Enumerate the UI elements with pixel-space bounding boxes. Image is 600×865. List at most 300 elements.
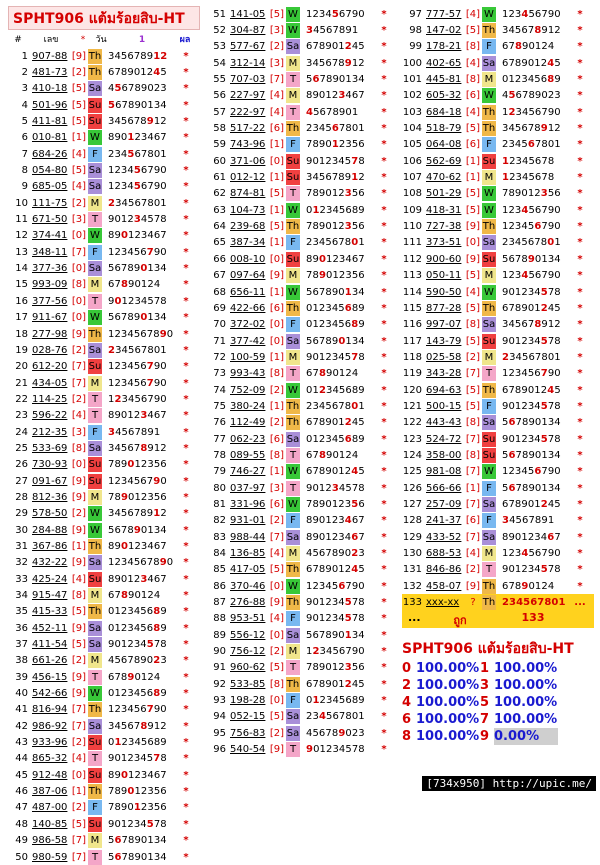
row-code[interactable]: 562-69: [426, 155, 462, 167]
digits-post: 6789023: [121, 83, 167, 95]
digits-red: 5: [331, 8, 339, 20]
row-number: 97: [409, 8, 422, 20]
table-row: [402, 431, 594, 447]
row-code[interactable]: 377-42: [230, 335, 266, 347]
row-number: 23: [15, 410, 28, 422]
row-digits: [300, 662, 376, 673]
row-code[interactable]: 487-00: [32, 802, 68, 814]
row-result: *: [381, 515, 387, 527]
row-code[interactable]: 370-46: [230, 580, 266, 592]
row-code[interactable]: 104-73: [230, 204, 266, 216]
row-code[interactable]: 304-87: [230, 25, 266, 37]
row-code[interactable]: 688-53: [426, 548, 462, 560]
digits-pre: 5: [502, 417, 509, 429]
row-digits: [102, 786, 178, 797]
row-code[interactable]: 743-96: [230, 139, 266, 151]
row-code[interactable]: 198-28: [230, 695, 266, 707]
row-day: W: [482, 186, 496, 201]
row-digits: [102, 198, 178, 209]
row-code[interactable]: 458-07: [426, 580, 462, 592]
row-digits: [102, 214, 178, 225]
row-code[interactable]: 367-86: [32, 540, 68, 552]
digits-post: 45: [547, 302, 561, 314]
row-digits: [102, 132, 178, 143]
digits-red: 1: [133, 802, 141, 814]
row-number: 121: [402, 400, 422, 412]
row-code[interactable]: 605-32: [426, 90, 462, 102]
digits-pre: 678: [502, 580, 522, 592]
digits-pre: 89012: [108, 410, 141, 422]
row-day: W: [286, 7, 300, 22]
row-code[interactable]: 097-64: [230, 270, 266, 282]
row-bracket: [2]: [71, 737, 87, 749]
row-code[interactable]: 239-68: [230, 221, 266, 233]
row-number: 47: [15, 802, 28, 814]
digits-pre: 901234: [306, 613, 345, 625]
row-code[interactable]: 411-81: [32, 116, 68, 128]
row-code[interactable]: 501-96: [32, 99, 68, 111]
row-code[interactable]: 981-08: [426, 466, 462, 478]
row-code[interactable]: 147-02: [426, 25, 462, 37]
digits-pre: 123456: [108, 246, 147, 258]
row-code[interactable]: 050-11: [426, 270, 462, 282]
digits-red: 1: [153, 508, 161, 520]
row-code[interactable]: 501-29: [426, 188, 462, 200]
row-digits: [300, 483, 376, 494]
row-code[interactable]: 410-18: [32, 83, 68, 95]
digits-red: 1: [312, 204, 320, 216]
row-code[interactable]: 846-86: [426, 564, 462, 576]
row-code[interactable]: 037-97: [230, 482, 266, 494]
row-digits: [300, 597, 376, 608]
digits-red: 4: [153, 67, 161, 79]
row-bracket: [1]: [71, 786, 87, 798]
digits-post: 78: [547, 564, 561, 576]
row-code[interactable]: 590-50: [426, 286, 462, 298]
digits-pre: 789: [108, 459, 128, 471]
digits-post: 78: [351, 613, 365, 625]
row-code[interactable]: 358-00: [426, 449, 462, 461]
row-code[interactable]: 222-97: [230, 106, 266, 118]
row-result: *: [381, 613, 387, 625]
row-result: *: [577, 25, 583, 37]
row-code[interactable]: 756-83: [230, 727, 266, 739]
row-number: 69: [213, 302, 226, 314]
table-row: [402, 39, 594, 55]
row-result: *: [577, 368, 583, 380]
row-code[interactable]: 533-69: [32, 442, 68, 454]
table-row: [8, 408, 200, 424]
row-number: 126: [402, 482, 422, 494]
row-digits: [102, 835, 178, 846]
row-code[interactable]: 542-66: [32, 688, 68, 700]
row-code[interactable]: 374-41: [32, 230, 68, 242]
row-code[interactable]: 816-94: [32, 704, 68, 716]
row-code[interactable]: 746-27: [230, 466, 266, 478]
table-row: [8, 424, 200, 440]
row-code[interactable]: 257-09: [426, 498, 462, 510]
digits-red: 9: [159, 328, 167, 340]
row-code[interactable]: 140-85: [32, 818, 68, 830]
table-row: [206, 169, 398, 185]
digits-red: 9: [338, 727, 346, 739]
row-code[interactable]: 752-09: [230, 384, 266, 396]
row-code[interactable]: 993-43: [230, 368, 266, 380]
row-digits: [102, 541, 178, 552]
digits-red: 2: [344, 41, 352, 53]
row-number: 29: [15, 508, 28, 520]
rows-col-2: [206, 6, 398, 758]
table-row: [402, 22, 594, 38]
row-code[interactable]: 915-47: [32, 590, 68, 602]
digits-post: 0134: [140, 524, 167, 536]
table-row: [402, 594, 594, 610]
digits-red: 0: [114, 295, 122, 307]
row-code[interactable]: 684-26: [32, 148, 68, 160]
row-day: W: [286, 579, 300, 594]
row-number: 55: [213, 74, 226, 86]
digits-red: 0: [120, 769, 128, 781]
row-code[interactable]: 777-57: [426, 8, 462, 20]
row-code[interactable]: 012-12: [230, 172, 266, 184]
row-number: 65: [213, 237, 226, 249]
digits-pre: 4: [502, 90, 509, 102]
digits-post: 78: [351, 597, 365, 609]
row-code[interactable]: 577-67: [230, 41, 266, 53]
row-code[interactable]: 694-63: [426, 384, 462, 396]
row-code[interactable]: 343-28: [426, 368, 462, 380]
table-row: [8, 506, 200, 522]
row-code[interactable]: 986-58: [32, 835, 68, 847]
digits-post: 1: [358, 237, 365, 249]
row-code[interactable]: 432-22: [32, 557, 68, 569]
digits-red: 9: [527, 253, 535, 265]
row-code[interactable]: 756-12: [230, 646, 266, 658]
row-code[interactable]: 470-62: [426, 172, 462, 184]
row-code[interactable]: 284-88: [32, 524, 68, 536]
row-result: *: [577, 335, 583, 347]
row-number: 77: [213, 433, 226, 445]
digits-red: 3: [344, 188, 352, 200]
digits-pre: 0123456: [502, 74, 548, 86]
row-code[interactable]: 997-07: [426, 319, 462, 331]
row-digits: [496, 90, 572, 101]
row-code[interactable]: 331-96: [230, 498, 266, 510]
row-number: 35: [15, 606, 28, 618]
digits-post: 1234578: [121, 295, 167, 307]
row-code[interactable]: 578-50: [32, 508, 68, 520]
row-code[interactable]: 111-75: [32, 197, 68, 209]
row-code[interactable]: 434-05: [32, 377, 68, 389]
row-code[interactable]: 415-33: [32, 606, 68, 618]
row-bracket: [7]: [465, 498, 481, 510]
row-code[interactable]: 348-11: [32, 246, 68, 258]
row-bracket: [8]: [465, 319, 481, 331]
digits-red: 3: [344, 221, 352, 233]
row-result: *: [183, 295, 189, 307]
digits-red: 0: [120, 540, 128, 552]
row-number: 124: [402, 449, 422, 461]
stat-percent: 100.00%: [494, 711, 558, 727]
row-number: 51: [213, 8, 226, 20]
row-code[interactable]: 178-21: [426, 41, 462, 53]
row-code[interactable]: 377-36: [32, 263, 68, 275]
table-row: [8, 636, 200, 652]
row-number: 57: [213, 106, 226, 118]
row-bracket: [2]: [465, 564, 481, 576]
digits-pre: 6789012: [108, 67, 154, 79]
row-bracket: [0]: [269, 155, 285, 167]
row-digits: [300, 74, 376, 85]
digits-pre: 45678: [306, 727, 339, 739]
row-code[interactable]: 062-23: [230, 433, 266, 445]
table-row: [8, 310, 200, 326]
stat-percent: 100.00%: [416, 711, 480, 727]
row-code[interactable]: 010-81: [32, 132, 68, 144]
row-code[interactable]: 540-54: [230, 744, 266, 756]
row-code[interactable]: 443-43: [426, 417, 462, 429]
row-code[interactable]: 452-11: [32, 622, 68, 634]
row-code[interactable]: 707-03: [230, 74, 266, 86]
row-code[interactable]: 373-51: [426, 237, 462, 249]
row-bracket: [9]: [465, 253, 481, 265]
digits-post: 56790: [528, 270, 561, 282]
row-code[interactable]: 054-80: [32, 165, 68, 177]
row-code[interactable]: 402-65: [426, 57, 462, 69]
table-row: [8, 849, 200, 865]
row-day: W: [88, 506, 102, 521]
row-code[interactable]: 993-09: [32, 279, 68, 291]
row-day: W: [286, 383, 300, 398]
row-result: *: [577, 531, 583, 543]
table-row: [206, 725, 398, 741]
digits-red: 9: [159, 557, 167, 569]
row-digits: [496, 385, 572, 396]
table-row: [8, 620, 200, 636]
digits-post: 4567891: [115, 426, 161, 438]
digits-post: 9: [160, 606, 167, 618]
row-result: *: [183, 181, 189, 193]
digits-post: 34567801: [115, 344, 167, 356]
row-digits: [102, 852, 178, 863]
row-result: *: [577, 155, 583, 167]
digits-pre: 1234: [306, 8, 332, 20]
row-bracket: [2]: [269, 515, 285, 527]
row-code[interactable]: 874-81: [230, 188, 266, 200]
row-bracket: [0]: [269, 695, 285, 707]
row-day: Su: [482, 155, 496, 167]
row-code[interactable]: 227-97: [230, 90, 266, 102]
row-digits: [496, 336, 572, 347]
row-code[interactable]: 143-79: [426, 335, 462, 347]
digits-pre: 890: [108, 132, 128, 144]
row-code[interactable]: 877-28: [426, 302, 462, 314]
row-number: 111: [402, 237, 422, 249]
row-digits: [300, 41, 376, 52]
row-code[interactable]: 136-85: [230, 548, 266, 560]
row-bracket: [6]: [465, 90, 481, 102]
row-bracket: [0]: [71, 769, 87, 781]
row-code[interactable]: 533-85: [230, 678, 266, 690]
row-bracket: [1]: [269, 237, 285, 249]
row-code[interactable]: 112-49: [230, 417, 266, 429]
row-code[interactable]: 387-34: [230, 237, 266, 249]
digits-red: 2: [351, 548, 359, 560]
row-code[interactable]: 500-15: [426, 400, 462, 412]
row-day: Sa: [482, 498, 496, 510]
digits-post: 90: [153, 361, 167, 373]
row-bracket: [2]: [71, 393, 87, 405]
row-day: F: [482, 481, 496, 496]
row-code[interactable]: 727-38: [426, 221, 462, 233]
digits-post: 0134: [534, 253, 561, 265]
row-day: Sa: [88, 181, 102, 193]
row-code[interactable]: 661-26: [32, 655, 68, 667]
row-number: 84: [213, 548, 226, 560]
header-day: วัน: [95, 35, 107, 45]
row-code[interactable]: 986-92: [32, 720, 68, 732]
row-code[interactable]: 931-01: [230, 515, 266, 527]
row-code[interactable]: 456-15: [32, 671, 68, 683]
digits-pre: 7890: [108, 802, 134, 814]
row-code[interactable]: 091-67: [32, 475, 68, 487]
row-code[interactable]: 911-67: [32, 312, 68, 324]
row-code[interactable]: 380-24: [230, 400, 266, 412]
row-code[interactable]: 114-25: [32, 393, 68, 405]
row-code[interactable]: 730-93: [32, 459, 68, 471]
digits-red: 0: [140, 312, 148, 324]
row-bracket: [0]: [269, 319, 285, 331]
row-code[interactable]: 100-59: [230, 351, 266, 363]
row-code[interactable]: 425-24: [32, 573, 68, 585]
row-code[interactable]: 865-32: [32, 753, 68, 765]
row-number: 119: [402, 368, 422, 380]
row-code[interactable]: 312-14: [230, 57, 266, 69]
row-number: 33: [15, 573, 28, 585]
digits-red: 7: [540, 368, 548, 380]
table-row: [206, 120, 398, 136]
row-day: M: [286, 546, 300, 561]
row-code[interactable]: 417-05: [230, 564, 266, 576]
row-code[interactable]: 517-22: [230, 123, 266, 135]
row-code[interactable]: 656-11: [230, 286, 266, 298]
row-code[interactable]: 671-50: [32, 214, 68, 226]
row-code[interactable]: 212-35: [32, 426, 68, 438]
row-number: 90: [213, 646, 226, 658]
digits-red: 3: [140, 573, 148, 585]
table-row: [402, 186, 594, 202]
row-code[interactable]: 612-20: [32, 361, 68, 373]
digits-red: 4: [318, 711, 326, 723]
row-number: 1: [21, 50, 28, 62]
row-code[interactable]: 518-79: [426, 123, 462, 135]
table-row: [206, 496, 398, 512]
row-number: 112: [402, 253, 422, 265]
stat-digit: 3: [480, 677, 490, 693]
digits-pre: 2345: [502, 139, 528, 151]
row-code[interactable]: 907-88: [32, 50, 68, 62]
row-code[interactable]: 064-08: [426, 139, 462, 151]
row-code[interactable]: xxx-xx: [426, 597, 460, 609]
row-code[interactable]: 433-52: [426, 531, 462, 543]
row-code[interactable]: 089-55: [230, 449, 266, 461]
row-number: 40: [15, 688, 28, 700]
row-code[interactable]: 411-54: [32, 639, 68, 651]
row-code[interactable]: 052-15: [230, 711, 266, 723]
row-code[interactable]: 387-06: [32, 786, 68, 798]
row-number: 56: [213, 90, 226, 102]
digits-post: 90124: [128, 279, 161, 291]
row-code[interactable]: 418-31: [426, 204, 462, 216]
digits-post: 4567891: [313, 25, 359, 37]
row-result: *: [577, 106, 583, 118]
table-row: [206, 202, 398, 218]
row-code[interactable]: 556-12: [230, 629, 266, 641]
row-code[interactable]: 900-60: [426, 253, 462, 265]
row-code[interactable]: 371-06: [230, 155, 266, 167]
row-digits: [496, 188, 572, 199]
row-code[interactable]: 241-37: [426, 515, 462, 527]
digits-post: 123467: [326, 253, 365, 265]
row-code[interactable]: 912-48: [32, 769, 68, 781]
table-row: [8, 587, 200, 603]
row-code[interactable]: 596-22: [32, 410, 68, 422]
row-code[interactable]: 445-81: [426, 74, 462, 86]
digits-post: 90: [153, 377, 167, 389]
row-code[interactable]: 988-44: [230, 531, 266, 543]
digits-pre: 6789012: [502, 57, 548, 69]
digits-red: 7: [146, 704, 154, 716]
row-code[interactable]: 566-66: [426, 482, 462, 494]
table-row: [8, 604, 200, 620]
row-number: 95: [213, 727, 226, 739]
row-number: 115: [402, 302, 422, 314]
row-number: 39: [15, 671, 28, 683]
row-code[interactable]: 812-36: [32, 491, 68, 503]
row-result: *: [381, 155, 387, 167]
row-code[interactable]: 980-59: [32, 851, 68, 863]
row-result: *: [577, 74, 583, 86]
row-code[interactable]: 277-98: [32, 328, 68, 340]
row-code[interactable]: 933-96: [32, 737, 68, 749]
digits-pre: 123: [502, 204, 522, 216]
row-code[interactable]: 481-73: [32, 67, 68, 79]
row-code[interactable]: 960-62: [230, 662, 266, 674]
row-day: F: [286, 317, 300, 332]
row-code[interactable]: 025-58: [426, 351, 462, 363]
row-code[interactable]: 953-51: [230, 613, 266, 625]
row-code[interactable]: 377-56: [32, 295, 68, 307]
row-code[interactable]: 028-76: [32, 344, 68, 356]
table-row: [206, 235, 398, 251]
row-code[interactable]: 372-02: [230, 319, 266, 331]
digits-post: 56790: [528, 548, 561, 560]
row-code[interactable]: 684-18: [426, 106, 462, 118]
row-code[interactable]: 422-66: [230, 302, 266, 314]
row-number: 75: [213, 400, 226, 412]
row-digits: [102, 557, 178, 568]
row-code[interactable]: 276-88: [230, 597, 266, 609]
row-result: *: [381, 597, 387, 609]
row-bracket: [8]: [465, 417, 481, 429]
digits-pre: 678901: [306, 417, 345, 429]
row-code[interactable]: 141-05: [230, 8, 266, 20]
row-number: 12: [15, 230, 28, 242]
row-code[interactable]: 685-05: [32, 181, 68, 193]
row-code[interactable]: 524-72: [426, 433, 462, 445]
digits-red: 6: [351, 531, 359, 543]
row-code[interactable]: 008-10: [230, 253, 266, 265]
